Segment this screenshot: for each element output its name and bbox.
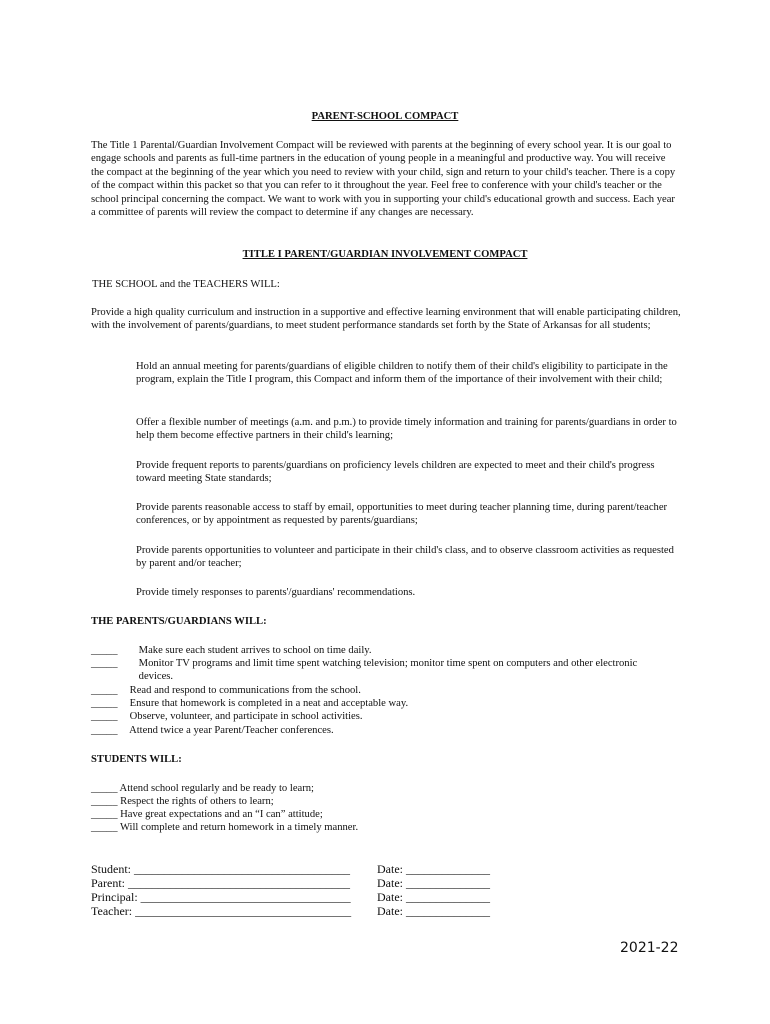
blank-line: _____ xyxy=(91,711,118,722)
school-item: Provide timely responses to parents'/guardians' recommendations. xyxy=(136,587,416,598)
school-item: Provide parents opportunities to volunteer and participate in their child's class, and to observe classroom activities as requested by parent and/or teacher; xyxy=(136,545,674,570)
school-heading: THE SCHOOL and the TEACHERS WILL: xyxy=(92,279,280,290)
signature-row-teacher xyxy=(91,904,490,918)
school-item: Offer a flexible number of meetings (a.m. and p.m.) to provide timely information and training for parents/guardians in order to help them become effective partners in their child's learning; xyxy=(136,417,677,442)
parents-item xyxy=(91,657,637,670)
blank-line: _____ xyxy=(91,658,118,669)
parents-item xyxy=(91,644,372,657)
school-intro-paragraph: Provide a high quality curriculum and instruction in a supportive and effective learning environment that will enable participating children, with the involvement of parents/guardians, to meet student performance standards set forth by the State of Arkansas for all students; xyxy=(91,307,681,332)
signature-label: Student: ____________________________________ xyxy=(91,862,351,876)
date-label: Date: ______________ xyxy=(377,876,490,890)
students-item: _____ Will complete and return homework in a timely manner. xyxy=(91,822,359,833)
signature-label: Teacher: ____________________________________ xyxy=(91,904,352,918)
blank-line: _____ xyxy=(91,698,118,709)
parents-item-text: Read and respond to communications from the school. xyxy=(129,685,361,696)
compact-title: TITLE I PARENT/GUARDIAN INVOLVEMENT COMPACT xyxy=(242,249,528,260)
page-title: PARENT-SCHOOL COMPACT xyxy=(311,111,459,122)
parents-item-text: Make sure each student arrives to school on time daily. xyxy=(138,645,372,656)
date-label: Date: ______________ xyxy=(377,904,490,918)
parents-item-text: Ensure that homework is completed in a neat and acceptable way. xyxy=(129,698,409,709)
school-item: Hold an annual meeting for parents/guardians of eligible children to notify them of their child's eligibility to participate in the program, explain the Title I program, this Compact and inform them of the importance of their involvement with their child; xyxy=(136,361,668,386)
students-heading: STUDENTS WILL: xyxy=(91,754,182,765)
signature-row-student xyxy=(91,862,490,876)
parents-item-text: Observe, volunteer, and participate in school activities. xyxy=(129,711,363,722)
students-item: _____ Attend school regularly and be ready to learn; xyxy=(91,783,314,794)
blank-line: _____ xyxy=(91,725,118,736)
parents-item xyxy=(91,670,173,683)
blank-line: _____ xyxy=(91,645,118,656)
signature-label: Principal: ___________________________________ xyxy=(91,890,351,904)
blank-line: _____ xyxy=(91,685,118,696)
parents-item-text: Attend twice a year Parent/Teacher conferences. xyxy=(129,725,334,736)
students-item: _____ Respect the rights of others to learn; xyxy=(91,796,274,807)
parents-item xyxy=(91,697,408,710)
intro-paragraph: The Title 1 Parental/Guardian Involvement Compact will be reviewed with parents at the beginning of every school year. It is our goal to engage schools and parents as full-time partners in the education of young people in a meaningful and productive way. You will receive the compact at the beginning of the year which you need to review with your child, sign and return to your child's teacher. There is a copy of the compact within this packet so that you can refer to it throughout the year. Feel free to conference with your child's teacher or the school principal concerning the compact. We want to work with you in supporting your child's educational growth and success. Each year a committee of parents will review the compact to determine if any changes are necessary. xyxy=(91,140,676,219)
school-year: 2021-22 xyxy=(620,940,679,956)
date-label: Date: ______________ xyxy=(377,890,490,904)
school-item: Provide parents reasonable access to staff by email, opportunities to meet during teacher planning time, during parent/teacher conferences, or by appointment as requested by parents/guardians; xyxy=(136,502,668,527)
parents-item-text: devices. xyxy=(138,671,174,682)
signature-row-principal xyxy=(91,890,490,904)
parents-item xyxy=(91,710,363,723)
signature-label: Parent: _____________________________________ xyxy=(91,876,350,890)
students-item: _____ Have great expectations and an “I can” attitude; xyxy=(91,809,323,820)
parents-item xyxy=(91,684,361,697)
school-item: Provide frequent reports to parents/guardians on proficiency levels children are expected to meet and their child's progress toward meeting State standards; xyxy=(136,460,655,485)
parents-item xyxy=(91,724,334,737)
date-label: Date: ______________ xyxy=(377,862,490,876)
signature-row-parent xyxy=(91,876,490,890)
parents-item-text: Monitor TV programs and limit time spent watching television; monitor time spent on computers and other electronic xyxy=(138,658,638,669)
parents-heading: THE PARENTS/GUARDIANS WILL: xyxy=(91,616,267,627)
